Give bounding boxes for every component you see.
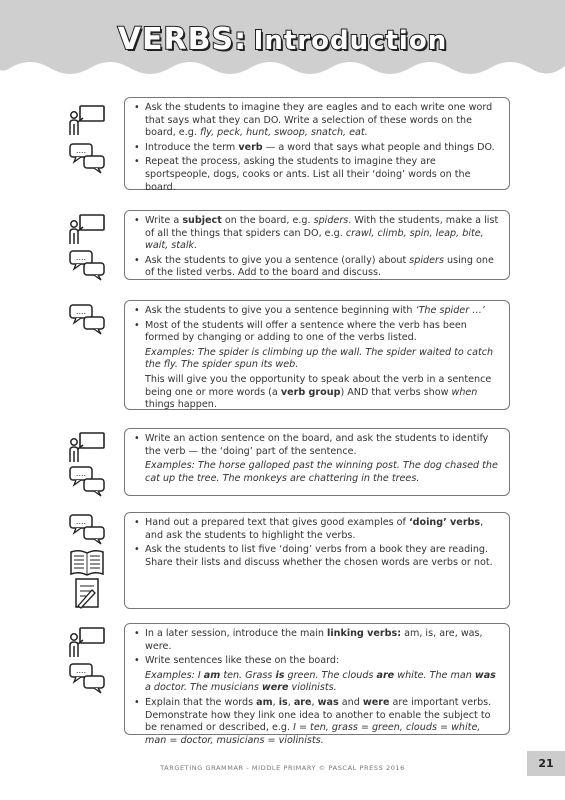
section-icons [58, 428, 114, 496]
svg-text:....: .... [75, 517, 87, 526]
svg-text:....: .... [75, 469, 87, 478]
activity-section-2 [58, 210, 510, 280]
speech-bubbles-icon [68, 302, 106, 336]
list-item: • Introduce the term verb — a word that says what people and things DO. [133, 142, 501, 155]
list-item: • Repeat the process, asking the students to imagine they are sportspeople, dogs, cooks or ants. List all their ‘doing’ words on the board. [133, 156, 501, 194]
section-text-box [124, 210, 510, 280]
activity-section-1 [58, 97, 510, 193]
teacher-board-icon [68, 625, 106, 659]
section-icons [58, 300, 114, 410]
svg-text:....: .... [75, 253, 87, 262]
page-number: 21 [527, 751, 565, 776]
speech-bubbles-icon [68, 248, 106, 282]
speech-bubbles-icon [68, 141, 106, 175]
speech-bubbles-icon [68, 661, 106, 695]
list-item: • Ask the students to list five ‘doing’ verbs from a book they are reading. Share their lists and discuss whether the chosen words are verbs or not. [133, 544, 501, 569]
teacher-board-icon [68, 430, 106, 464]
list-item: • Ask the students to give you a sentence beginning with ‘The spider …’ [133, 305, 501, 318]
section-icons [58, 512, 114, 609]
speech-bubbles-icon [68, 512, 106, 546]
svg-text:....: .... [75, 666, 87, 675]
title-introduction: Introduction [253, 26, 448, 56]
section-text-box [124, 97, 510, 193]
example-sentences: Examples: The horse galloped past the winning post. The dog chased the cat up the tree. The monkeys are chattering in the trees. [145, 460, 498, 484]
example-sentences: Examples: The spider is climbing up the wall. The spider waited to catch the fly. The spider spun its web. [145, 346, 494, 371]
page-title [0, 22, 565, 57]
section-icons [58, 97, 114, 190]
activity-section-6 [58, 623, 510, 746]
activity-section-4 [58, 428, 510, 496]
footer-credit: TARGETING GRAMMAR - MIDDLE PRIMARY © PASCAL PRESS 2016 [160, 764, 405, 772]
list-item: • Ask the students to give you a sentence (orally) about spiders using one of the listed verbs. Add to the board and discuss. [133, 255, 501, 280]
svg-text:....: .... [75, 146, 87, 155]
example-sentences: Examples: I am ten. Grass is green. The clouds are white. The man was a doctor. The musicians were violinists. [145, 669, 496, 694]
open-book-icon [68, 546, 106, 580]
svg-text:....: .... [75, 307, 87, 316]
section-text-box [124, 428, 510, 496]
section-text-box [124, 300, 510, 410]
list-item: • Ask the students to imagine they are eagles and to each write one word that says what they can DO. Write a selection of these words on the board, e.g. fly, peck, hunt, swoop, snatch, eat. [133, 102, 501, 140]
section-icons [58, 623, 114, 735]
list-item: • In a later session, introduce the main linking verbs: am, is, are, was, were. [133, 628, 501, 653]
speech-bubbles-icon [68, 464, 106, 498]
list-item: • Write sentences like these on the board: [133, 655, 501, 668]
explanation-paragraph: This will give you the opportunity to speak about the verb in a sentence being one or more words (a verb group) AND that verbs show when things happen. [145, 373, 492, 411]
list-item: • Most of the students will offer a sentence where the verb has been formed by changing or adding to one of the verbs listed. [133, 320, 501, 345]
section-text-box [124, 623, 510, 746]
writing-paper-icon [68, 576, 106, 610]
list-item: • Hand out a prepared text that gives good examples of ‘doing’ verbs, and ask the students to highlight the verbs. [133, 517, 501, 542]
activity-section-3 [58, 300, 510, 410]
list-item: • Write an action sentence on the board, and ask the students to identify the verb — the ‘doing’ part of the sentence. [133, 433, 501, 458]
teacher-board-icon [68, 103, 106, 137]
list-item: • Explain that the words am, is, are, was and were are important verbs. Demonstrate how they link one idea to another to enable the subject to be renamed or described, e.g. I = ten, grass = green, clouds = white, man = doctor, musicians = violinists. [133, 697, 501, 747]
teacher-board-icon [68, 212, 106, 246]
section-icons [58, 210, 114, 280]
title-verbs: VERBS: [117, 22, 248, 57]
list-item: • Write a subject on the board, e.g. spiders. With the students, make a list of all the things that spiders can DO, e.g. crawl, climb, spin, leap, bite, wait, stalk. [133, 215, 501, 253]
section-text-box [124, 512, 510, 609]
activity-section-5 [58, 512, 510, 609]
page-header [0, 0, 565, 85]
